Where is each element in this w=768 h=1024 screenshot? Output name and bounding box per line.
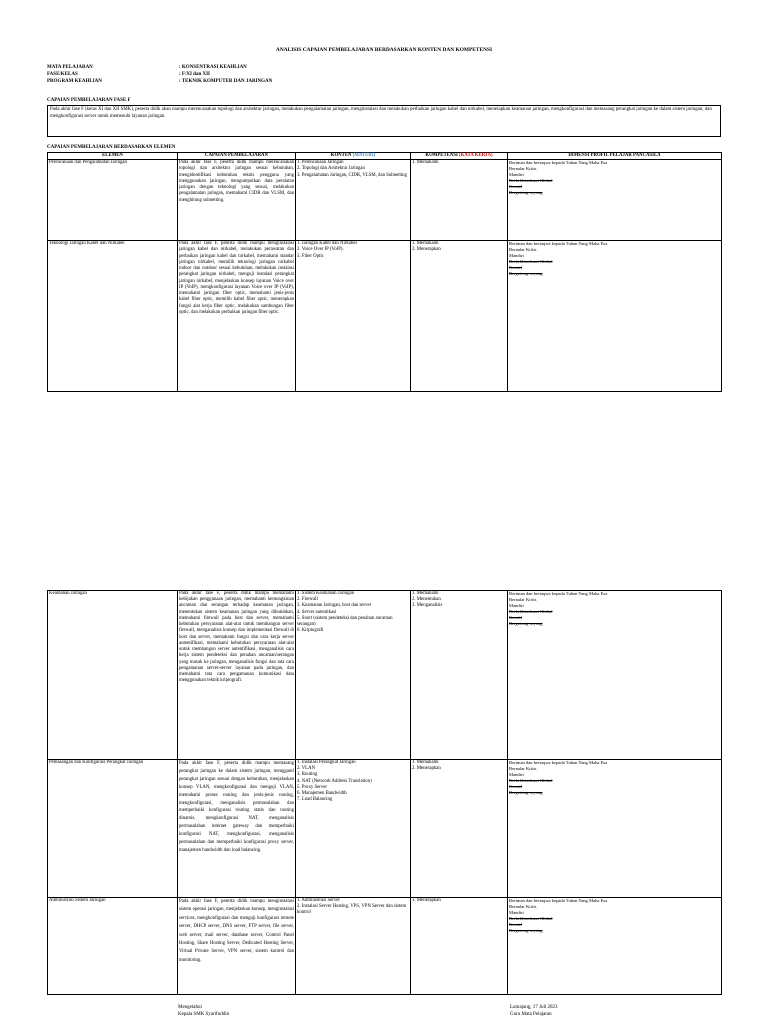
header-kompetensi: KOMPETENSI (KATA KERJA) [411, 153, 508, 160]
table-row [48, 241, 722, 392]
cp-text: Pada akhir fase F (kelas XI dan XII SMK), peserta didik akan mampu merencanakan topologi dan arsitektur jaringan, melakukan pengalamatan jaringan, menginstalasi dan melakukan perbaikan jaringan kabel dan nirkabel, menerapkan keamanan jaringan, mengkonfigurasi dan memasang perangkat jaringan ke dalam sistem jaringan, dan mengkonfigurasi server untuk memenuhi layanan jaringan. [50, 107, 712, 119]
cell-konten: 1. Instalasi Perangkat Jaringan 2. VLAN 3. Routing 4. NAT (Network Address Translation) 5. Proxy Server 6. Manajemen Bandwidth 7. Load Balancing [296, 760, 411, 898]
element-table-1 [47, 152, 722, 392]
header-elemen: ELEMEN [48, 153, 178, 160]
cell-konten: 1. Sistem Keamanan Jaringan 2. Firewall 3. Keamanan Jaringan, host dan server 4. Server autentikasi 5. Snort (sistem pendeteksi dan penahan ancaman serangan) 6. Kriptografi [296, 591, 411, 760]
meta-value: : TEKNIK KOMPUTER DAN JARINGAN [179, 79, 273, 84]
meta-block [47, 65, 272, 86]
table-row [48, 591, 722, 760]
signature-left: Mengetahui Kepala SMK Syarifuddin [178, 1005, 230, 1017]
meta-value: : KONSENTRASI KEAHLIAN [179, 65, 247, 70]
cell-kompetensi: 1. Memahami 2. Menentukan 3. Menganalisis [411, 591, 508, 760]
cell-elemen: Keamanan Jaringan [48, 591, 178, 760]
cell-dimensi: Beriman dan bertaqwa kepada Tuhan Yang Maha Esa Bernalar Kritis Mandiri Berkebhinekaan Global Kreatif Bergotong royong [508, 241, 722, 392]
header-dimensi: DIMENSI PROFIL PELAJAR PANCASILA [508, 153, 722, 160]
meta-key: PROGRAM KEAHLIAN [47, 79, 102, 84]
signature-right: Lumajang, 17 Juli 2023 Guru Mata Pelajaran [510, 1005, 558, 1017]
cell-konten: 1. Jaringan Kabel dan Nirkabel 2. Voice Over IP (VoIP). 3. Fiber Optic [296, 241, 411, 392]
table-row [48, 760, 722, 898]
element-heading: CAPAIAN PEMBELAJARAN BERDASARKAN ELEMEN [47, 145, 176, 150]
table-row [48, 898, 722, 995]
cp-heading: CAPAIAN PEMBELAJARAN FASE F [47, 98, 131, 103]
header-konten: KONTEN (MATERI) [296, 153, 411, 160]
header-cp: CAPAIAN PEMBELAJARAN [178, 153, 296, 160]
cp-text-box [47, 105, 721, 137]
cell-dimensi: Beriman dan bertaqwa kepada Tuhan Yang Maha Esa Bernalar Kritis Mandiri Berkebhinekaan Global Kreatif Bergotong royong [508, 898, 722, 995]
cell-dimensi: Beriman dan bertaqwa kepada Tuhan Yang Maha Esa Bernalar Kritis Mandiri Berkebhinekaan Global Kreatif Bergotong royong [508, 591, 722, 760]
cell-elemen: Perencanaan dan Pengalamatan Jaringan [48, 160, 178, 241]
cell-cp: Pada akhir fase F, peserta didik mampu memahami kebijakan penggunaan jaringan, memahami kemungkinan ancaman dan serangan terhadap keamanan jaringan, menentukan sistem keamanan jaringan yang dibutuhkan, memahami firewall pada host dan server, memahami kebutuhan persyaratan alat-alat untuk membangun server firewall, menganalisis konsep dan implementasi firewall di host dan server, memahami fungsi dan cara kerja server autentifikasi, memahami kebutuhan persyaratan alat-alat untuk membangun server autentifikasi, menganalisis cara kerja sistem pendeteksi dan penahan ancaman/serangan yang masuk ke jaringan, menganalisis fungsi dan tata cara pengamanan server-server layanan pada jaringan, dan memahami tata cara pengamanan komunikasi data menggunakan teknik kriptografi. [178, 591, 296, 760]
cell-cp: Pada akhir fase F, peserta didik mampu menginstalasi sistem operasi jaringan, menjelaskan konsep, menginstalasi services, mengkonfigurasi dan menguji konfigurasi remote server, DHCP server, DNS server, FTP server, file server, web server, mail server, database server, Control Panel Hosting, Share Hosting Server, Dedicated Hosting Server, Virtual Private Server, VPN server, sistem kontrol dan monitoring. [178, 898, 296, 995]
meta-row [47, 79, 272, 86]
header-kompetensi-tag: (KATA KERJA) [459, 153, 493, 158]
cell-cp: Pada akhir fase F, peserta didik mampu merencanakan topologi dan arsitektur jaringan sesuai kebutuhan, mengidentifikasi kebutuhan teknis pengguna yang menggunakan jaringan, mengumpulkan data peralatan jaringan dengan teknologi yang sesuai, melakukan pengalamatan jaringan, memahami CIDR dan VLSM, dan menghitung subnetting. [178, 160, 296, 241]
cell-cp: Pada akhir fase F, peserta didik mampu menginstalasi jaringan kabel dan nirkabel, melakukan perawatan dan perbaikan jaringan kabel dan nirkabel, memahami standar jaringan nirkabel, memilih teknologi jaringan nirkabel indoor dan outdoor sesuai kebutuhan, melakukan instalasi perangkat jaringan nirkabel, menguji instalasi perangkat jaringan nirkabel, menjelaskan konsep layanan Voice over IP (VoIP), mengkonfigurasi layanan Voice over IP (VoIP), memahami jaringan fiber optic, memahami jenis-jenis kabel fiber optic, memilih kabel fiber optic, menerapkan fungsi alat kerja fiber optic, melakukan sambungan fiber optic, dan melakukan perbaikan jaringan fiber optic. [178, 241, 296, 392]
meta-key: MATA PELAJARAN [47, 65, 93, 70]
cell-kompetensi: 1. Menerapkan [411, 898, 508, 995]
cell-konten: 1. Perencanaan Jaringan 2. Topologi dan Arsitektur Jaringan 3. Pengalamatan Jaringan, CIDR, VLSM, dan Subnetting [296, 160, 411, 241]
cell-elemen: Pemasangan dan Konfigurasi Perangkat Jaringan [48, 760, 178, 898]
element-table-2 [47, 590, 722, 995]
cell-kompetensi: 1. Memahami 2. Menerapkan [411, 760, 508, 898]
cell-cp: Pada akhir fase F, peserta didik mampu memasang perangkat jaringan ke dalam sistem jaringan, mengganti perangkat jaringan sesuai dengan kebutuhan, menjelaskan konsep VLAN, mengkonfigurasi dan menguji VLAN, memahami proses routing dan jenis-jenis routing, mengkonfigurasi, menganalisis permasalahan dan memperbaiki konfigurasi routing statis dan routing dinamis, mengkonfigurasi NAT, menganalisis permasalahan internet gateway dan memperbaiki konfigurasi NAT, mengkonfigurasi, menganalisis permasalahan dan memperbaiki konfigurasi proxy server, manajemen bandwidth dan load balancing. [178, 760, 296, 898]
cell-kompetensi: 1. Memahami 2. Menerapkan [411, 241, 508, 392]
meta-row [47, 65, 272, 72]
table-header-row [48, 153, 722, 160]
cell-elemen: Teknologi Jaringan Kabel dan Nirkabel [48, 241, 178, 392]
cell-konten: 1. Administrasi Server 2. Instalasi Server Hosting, VPS, VPN Server dan sistem kontrol [296, 898, 411, 995]
table-row [48, 160, 722, 241]
header-konten-tag: (MATERI) [352, 153, 376, 158]
cell-elemen: Administrasi Sistem Jaringan [48, 898, 178, 995]
cell-kompetensi: 1. Memahami [411, 160, 508, 241]
meta-value: : F/XI dan XII [179, 72, 210, 77]
cell-dimensi: Beriman dan bertaqwa kepada Tuhan Yang Maha Esa Bernalar Kritis Mandiri Berkebhinekaan Global Kreatif Bergotong royong [508, 160, 722, 241]
meta-key: FASE/KELAS [47, 72, 78, 77]
cell-dimensi: Beriman dan bertaqwa kepada Tuhan Yang Maha Esa Bernalar Kritis Mandiri Berkebhinekaan Global Kreatif Bergotong royong [508, 760, 722, 898]
meta-row [47, 72, 272, 79]
document-title: ANALISIS CAPAIAN PEMBELAJARAN BERDASARKAN KONTEN DAN KOMPETENSI [275, 47, 493, 53]
